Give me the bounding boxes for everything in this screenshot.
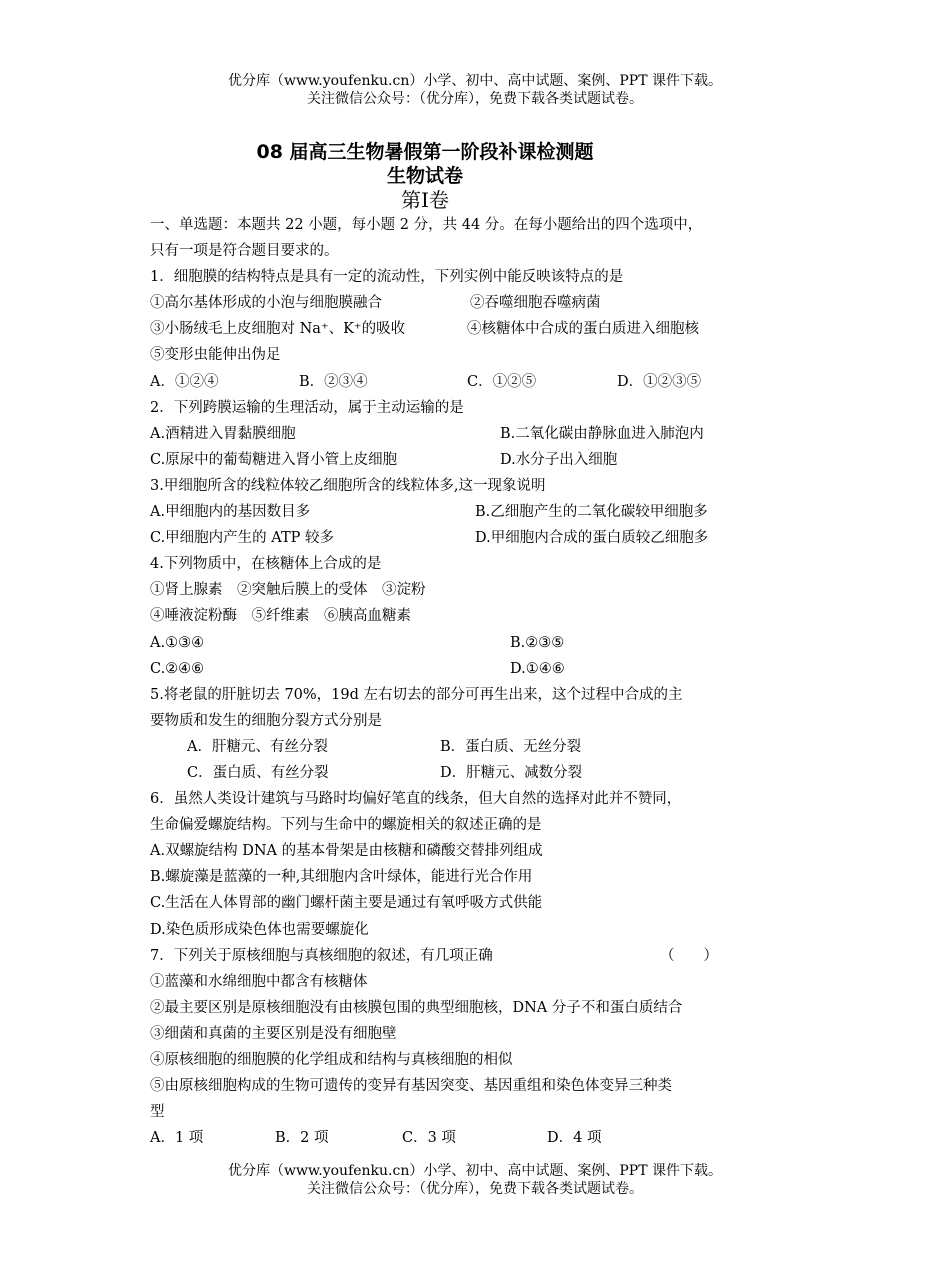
q7-option-c: C．3 项 <box>402 1130 456 1147</box>
q1-option-c: C．①②⑤ <box>467 373 537 390</box>
q4-option-b: B.②③⑤ <box>510 634 565 651</box>
question-2-options-row2 <box>150 447 810 473</box>
q7-option-b: B．2 项 <box>275 1130 329 1147</box>
question-6-stem-cont: 生命偏爱螺旋结构。下列与生命中的螺旋相关的叙述正确的是 <box>150 817 542 834</box>
q6-option-b: B.螺旋藻是蓝藻的一种,其细胞内含叶绿体，能进行光合作用 <box>150 869 533 886</box>
q5-option-b: B．蛋白质、无丝分裂 <box>440 738 582 755</box>
question-4-options-row1 <box>150 630 810 656</box>
question-7-stem-row <box>150 943 810 969</box>
question-7-options <box>150 1125 810 1151</box>
page-header <box>0 72 950 108</box>
question-5-options-row2 <box>150 760 810 786</box>
header-line-2: 关注微信公众号：（优分库），免费下载各类试题试卷。 <box>307 91 643 107</box>
exam-title: 08 届高三生物暑假第一阶段补课检测题 <box>256 141 594 163</box>
question-1-items-row1 <box>150 290 810 316</box>
exam-subtitle: 生物试卷 <box>386 165 463 187</box>
q1-item-1: ①高尔基体形成的小泡与细胞膜融合 <box>150 295 382 312</box>
section-intro: 一、单选题：本题共 22 小题，每小题 2 分，共 44 分。在每小题给出的四个选项中， <box>150 217 703 233</box>
page-footer <box>0 1162 950 1198</box>
q3-option-d: D.甲细胞内合成的蛋白质较乙细胞多 <box>475 530 709 547</box>
q2-option-d: D.水分子出入细胞 <box>500 451 618 468</box>
q7-item-5-cont: 型 <box>150 1104 165 1121</box>
q1-item-2: ②吞噬细胞吞噬病菌 <box>470 295 601 312</box>
answer-blank: （ ） <box>660 947 718 964</box>
q1-option-b: B．②③④ <box>299 373 368 390</box>
q2-option-a: A.酒精进入胃黏膜细胞 <box>150 425 296 442</box>
q4-items-row1: ①肾上腺素 ②突触后膜上的受体 ③淀粉 <box>150 582 426 599</box>
q3-option-c: C.甲细胞内产生的 ATP 较多 <box>150 530 335 547</box>
q5-option-a: A．肝糖元、有丝分裂 <box>187 738 328 755</box>
part-label: 第Ⅰ卷 <box>401 188 449 212</box>
exam-content <box>150 212 810 1151</box>
footer-line-1: 优分库（www.youfenku.cn）小学、初中、高中试题、案例、PPT 课件下载。 <box>227 1163 722 1179</box>
q4-option-a: A.①③④ <box>150 634 205 651</box>
question-2-options-row1 <box>150 421 810 447</box>
q1-item-3: ③小肠绒毛上皮细胞对 Na⁺、K⁺的吸收 <box>150 321 406 338</box>
question-2-stem: 2．下列跨膜运输的生理活动，属于主动运输的是 <box>150 399 464 416</box>
q7-option-d: D．4 项 <box>547 1130 602 1147</box>
q1-item-4: ④核糖体中合成的蛋白质进入细胞核 <box>467 321 699 338</box>
q1-item-5: ⑤变形虫能伸出伪足 <box>150 347 281 364</box>
question-1-items-row2 <box>150 316 810 342</box>
q2-option-c: C.原尿中的葡萄糖进入肾小管上皮细胞 <box>150 451 398 468</box>
q3-option-b: B.乙细胞产生的二氧化碳较甲细胞多 <box>475 504 708 521</box>
q2-option-b: B.二氧化碳由静脉血进入肺泡内 <box>500 425 704 442</box>
question-3-stem: 3.甲细胞所含的线粒体较乙细胞所含的线粒体多,这一现象说明 <box>150 477 546 494</box>
footer-line-2: 关注微信公众号：（优分库），免费下载各类试题试卷。 <box>307 1181 643 1197</box>
q4-option-c: C.②④⑥ <box>150 660 205 677</box>
question-4-options-row2 <box>150 656 810 682</box>
question-5-stem-cont: 要物质和发生的细胞分裂方式分别是 <box>150 712 382 729</box>
question-7-stem: 7．下列关于原核细胞与真核细胞的叙述，有几项正确 <box>150 947 493 964</box>
question-3-options-row2 <box>150 525 810 551</box>
q7-item-4: ④原核细胞的细胞膜的化学组成和结构与真核细胞的相似 <box>150 1052 513 1068</box>
q1-option-d: D．①②③⑤ <box>617 373 702 390</box>
q6-option-a: A.双螺旋结构 DNA 的基本骨架是由核糖和磷酸交替排列组成 <box>150 843 543 860</box>
q6-option-c: C.生活在人体胃部的幽门螺杆菌主要是通过有氧呼吸方式供能 <box>150 895 543 912</box>
q5-option-d: D．肝糖元、减数分裂 <box>440 764 583 781</box>
question-4-stem: 4.下列物质中，在核糖体上合成的是 <box>150 556 382 573</box>
question-5-stem: 5.将老鼠的肝脏切去 70%，19d 左右切去的部分可再生出来，这个过程中合成的主 <box>150 686 683 703</box>
q5-option-c: C．蛋白质、有丝分裂 <box>187 764 329 781</box>
q1-option-a: A．①②④ <box>150 373 219 390</box>
q6-option-d: D.染色质形成染色体也需要螺旋化 <box>150 921 369 938</box>
q7-item-2: ②最主要区别是原核细胞没有由核膜包围的典型细胞核，DNA 分子不和蛋白质结合 <box>150 999 683 1016</box>
q4-option-d: D.①④⑥ <box>510 660 565 677</box>
section-intro-cont: 只有一项是符合题目要求的。 <box>150 243 339 260</box>
question-3-options-row1 <box>150 499 810 525</box>
header-line-1: 优分库（www.youfenku.cn）小学、初中、高中试题、案例、PPT 课件下载。 <box>227 73 722 89</box>
q3-option-a: A.甲细胞内的基因数目多 <box>150 504 311 521</box>
q4-items-row2: ④唾液淀粉酶 ⑤纤维素 ⑥胰高血糖素 <box>150 608 411 625</box>
question-1-stem: 1．细胞膜的结构特点是具有一定的流动性，下列实例中能反映该特点的是 <box>150 269 624 286</box>
question-6-stem: 6．虽然人类设计建筑与马路时均偏好笔直的线条，但大自然的选择对此并不赞同， <box>150 791 682 808</box>
q7-option-a: A．1 项 <box>150 1130 204 1147</box>
q7-item-3: ③细菌和真菌的主要区别是没有细胞壁 <box>150 1025 397 1042</box>
question-5-options-row1 <box>150 734 810 760</box>
question-1-options <box>150 369 810 395</box>
q7-item-5: ⑤由原核细胞构成的生物可遗传的变异有基因突变、基因重组和染色体变异三种类 <box>150 1078 672 1095</box>
q7-item-1: ①蓝藻和水绵细胞中都含有核糖体 <box>150 973 368 990</box>
